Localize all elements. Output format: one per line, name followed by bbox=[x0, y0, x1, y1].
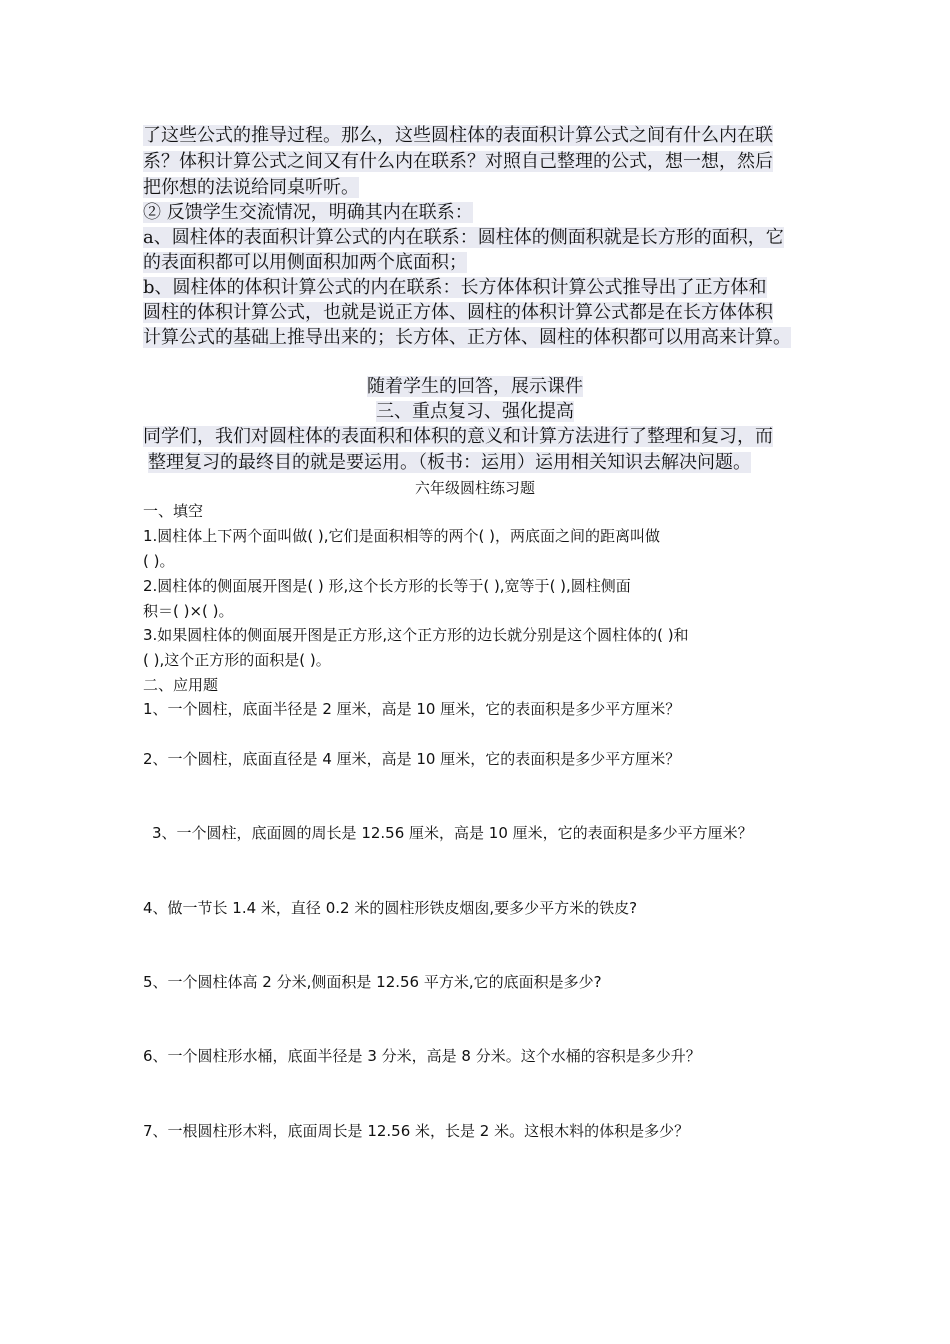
intro-text: 把你想的法说给同桌听听。 bbox=[143, 177, 359, 198]
intro-text: a、圆柱体的表面积计算公式的内在联系：圆柱体的侧面积就是长方形的面积，它 bbox=[143, 227, 784, 248]
fill-item: ( )。 bbox=[143, 552, 175, 570]
problem-item: 7、一根圆柱形木料，底面周长是 12.56 米，长是 2 米。这根木料的体积是多少？ bbox=[143, 1122, 690, 1140]
fill-item: 3.如果圆柱体的侧面展开图是正方形,这个正方形的边长就分别是这个圆柱体的( )和 bbox=[143, 626, 689, 644]
intro-line bbox=[143, 200, 807, 226]
fill-item: 1.圆柱体上下两个面叫做( ),它们是面积相等的两个( )，两底面之间的距离叫做 bbox=[143, 527, 661, 545]
intro-text: b、圆柱体的体积计算公式的内在联系：长方体体积计算公式推导出了正方体和 bbox=[143, 277, 767, 298]
intro-text: 计算公式的基础上推导出来的；长方体、正方体、圆柱的体积都可以用高来计算。 bbox=[143, 327, 791, 348]
intro-line bbox=[143, 325, 807, 351]
intro-line bbox=[143, 250, 807, 276]
fill-item: 2.圆柱体的侧面展开图是( ) 形,这个长方形的长等于( ),宽等于( ),圆柱侧面 bbox=[143, 577, 631, 595]
fill-heading: 一、填空 bbox=[143, 502, 204, 520]
intro-line bbox=[143, 275, 807, 301]
exercise-title: 六年级圆柱练习题 bbox=[414, 479, 535, 497]
section-paragraph-line: 整理复习的最终目的就是要运用。（板书：运用）运用相关知识去解决问题。 bbox=[148, 452, 751, 473]
section-paragraph-line: 同学们，我们对圆柱体的表面积和体积的意义和计算方法进行了整理和复习，而 bbox=[143, 426, 773, 447]
courseware-note: 随着学生的回答，展示课件 bbox=[367, 376, 583, 397]
intro-line bbox=[143, 225, 807, 251]
problem-item: 4、做一节长 1.4 米，直径 0.2 米的圆柱形铁皮烟囱,要多少平方米的铁皮? bbox=[143, 899, 638, 917]
apply-heading: 二、应用题 bbox=[143, 676, 219, 694]
intro-text: 系？体积计算公式之间又有什么内在联系？对照自己整理的公式，想一想，然后 bbox=[143, 151, 773, 172]
intro-text: 圆柱的体积计算公式，也就是说正方体、圆柱的体积计算公式都是在长方体体积 bbox=[143, 302, 773, 323]
fill-item: ( ),这个正方形的面积是( )。 bbox=[143, 651, 331, 669]
intro-line bbox=[143, 149, 807, 175]
section-heading: 三、重点复习、强化提高 bbox=[376, 401, 574, 422]
intro-line bbox=[143, 300, 807, 326]
problem-item: 1、一个圆柱，底面半径是 2 厘米，高是 10 厘米，它的表面积是多少平方厘米？ bbox=[143, 700, 681, 718]
intro-line bbox=[143, 123, 807, 149]
problem-item: 6、一个圆柱形水桶，底面半径是 3 分米，高是 8 分米。这个水桶的容积是多少升？ bbox=[143, 1047, 701, 1065]
intro-text: 的表面积都可以用侧面积加两个底面积； bbox=[143, 252, 467, 273]
fill-item: 积＝( )×( )。 bbox=[143, 602, 234, 620]
problem-item: 2、一个圆柱，底面直径是 4 厘米，高是 10 厘米，它的表面积是多少平方厘米？ bbox=[143, 750, 681, 768]
intro-text: ② 反馈学生交流情况，明确其内在联系： bbox=[143, 202, 473, 223]
problem-item: 5、一个圆柱体高 2 分米,侧面积是 12.56 平方米,它的底面积是多少? bbox=[143, 973, 602, 991]
intro-text: 了这些公式的推导过程。那么，这些圆柱体的表面积计算公式之间有什么内在联 bbox=[143, 125, 773, 146]
problem-item: 3、一个圆柱，底面圆的周长是 12.56 厘米，高是 10 厘米，它的表面积是多少平方厘米？ bbox=[152, 824, 753, 842]
intro-line bbox=[143, 175, 807, 201]
